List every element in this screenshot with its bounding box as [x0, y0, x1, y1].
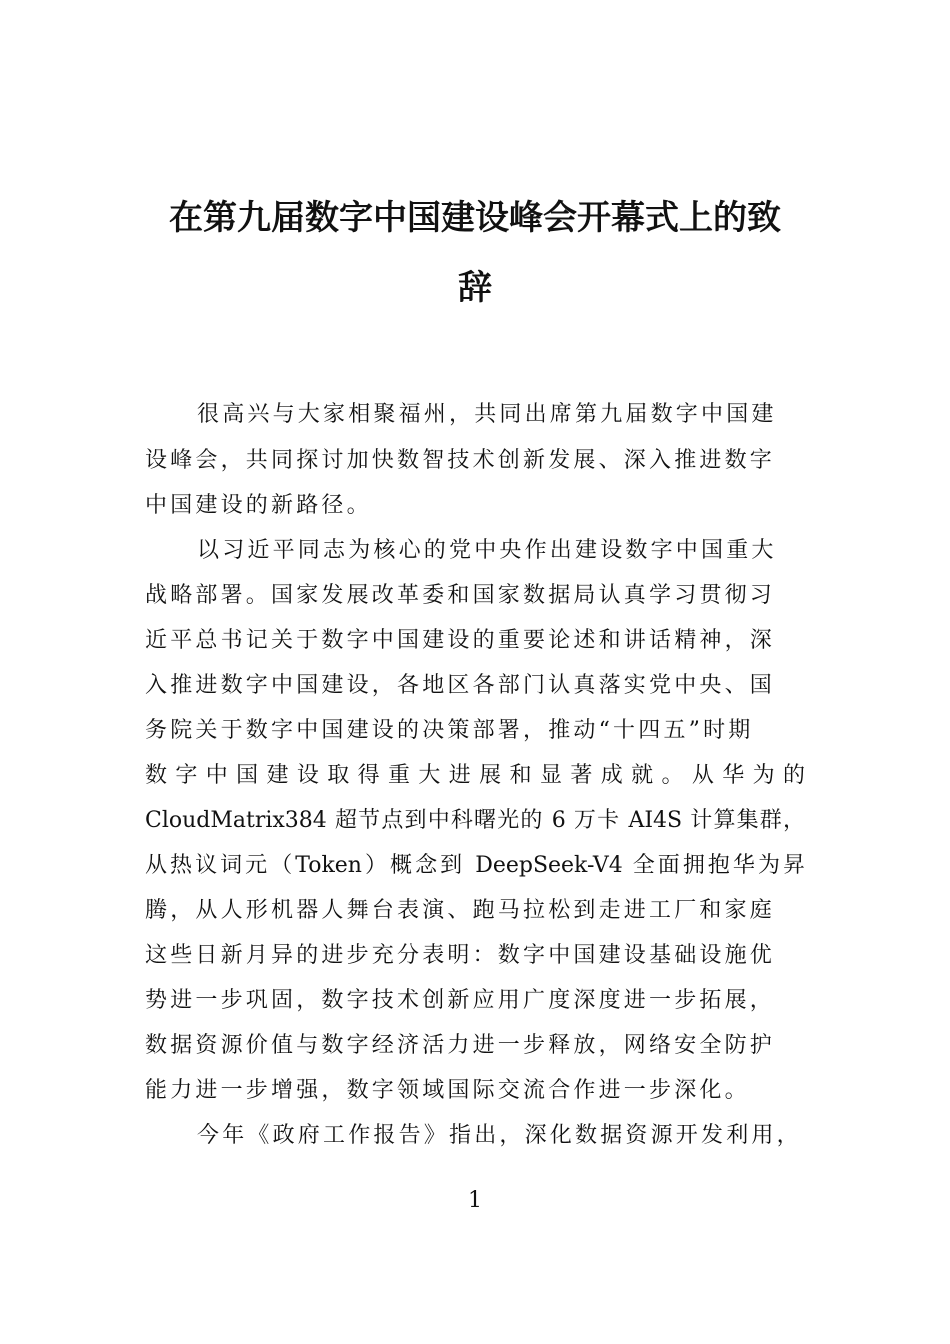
document-title-line-1: 在第九届数字中国建设峰会开幕式上的致	[169, 198, 781, 238]
page-number: 1	[468, 1188, 482, 1213]
paragraph-2-line-6: 数字中国建设取得重大进展和显著成就。从华为的	[145, 763, 805, 788]
document-title-line-2: 辞	[458, 268, 492, 308]
paragraph-2-line-8: 从热议词元（Token）概念到 DeepSeek-V4 全面拥抱华为昇	[145, 853, 805, 878]
paragraph-2-line-7: CloudMatrix384 超节点到中科曙光的 6 万卡 AI4S 计算集群，	[145, 808, 805, 833]
paragraph-2-line-11: 势进一步巩固，数字技术创新应用广度深度进一步拓展，	[145, 988, 776, 1013]
paragraph-2-line-3: 近平总书记关于数字中国建设的重要论述和讲话精神，深	[145, 628, 776, 653]
paragraph-1-line-3: 中国建设的新路径。	[145, 493, 372, 518]
paragraph-1-line-2: 设峰会，共同探讨加快数智技术创新发展、深入推进数字	[145, 448, 776, 473]
paragraph-2-line-10: 这些日新月异的进步充分表明：数字中国建设基础设施优	[145, 943, 776, 968]
paragraph-2-line-2: 战略部署。国家发展改革委和国家数据局认真学习贯彻习	[145, 583, 776, 608]
paragraph-2-line-12: 数据资源价值与数字经济活力进一步释放，网络安全防护	[145, 1033, 776, 1058]
paragraph-2-line-9: 腾，从人形机器人舞台表演、跑马拉松到走进工厂和家庭	[145, 898, 776, 923]
paragraph-2-line-5: 务院关于数字中国建设的决策部署，推动“十四五”时期	[145, 718, 754, 743]
paragraph-1-line-1: 很高兴与大家相聚福州，共同出席第九届数字中国建	[197, 402, 777, 427]
paragraph-3-line-1: 今年《政府工作报告》指出，深化数据资源开发利用，	[197, 1123, 802, 1148]
paragraph-2-line-13: 能力进一步增强，数字领域国际交流合作进一步深化。	[145, 1078, 750, 1103]
paragraph-2-line-4: 入推进数字中国建设，各地区各部门认真落实党中央、国	[145, 673, 776, 698]
paragraph-2-line-1: 以习近平同志为核心的党中央作出建设数字中国重大	[197, 538, 777, 563]
